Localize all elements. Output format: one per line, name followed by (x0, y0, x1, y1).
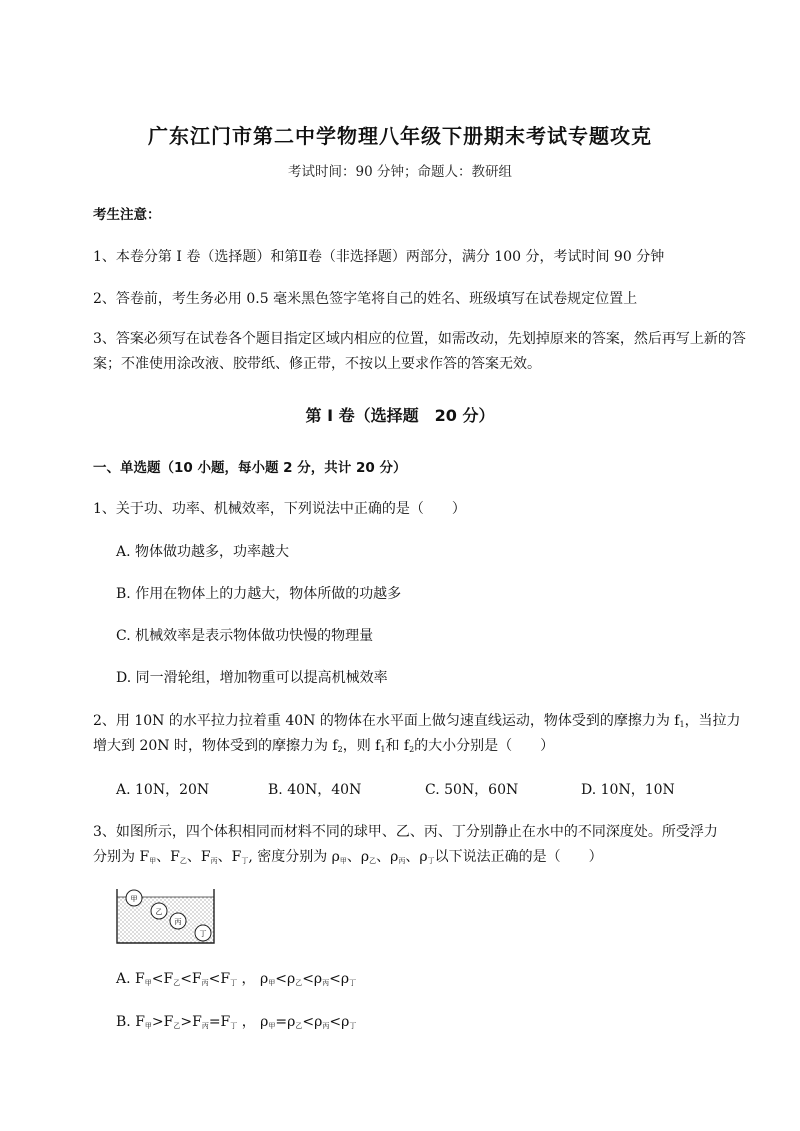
document-subtitle: 考试时间：90 分钟；命题人：教研组 (288, 164, 512, 180)
question-1-option-c: C. 机械效率是表示物体做功快慢的物理量 (116, 628, 374, 644)
question-3-stem-line-1: 3、如图所示，四个体积相同而材料不同的球甲、乙、丙、丁分别静止在水中的不同深度处。所受浮力 (93, 824, 718, 840)
question-group-heading: 一、单选题（10 小题，每小题 2 分，共计 20 分） (93, 460, 407, 476)
question-2-stem-line-1: 2、用 10N 的水平拉力拉着重 40N 的物体在水平面上做匀速直线运动，物体受到的摩擦力为 $f_1$，当拉力 (93, 713, 741, 729)
section-title: 第 I 卷（选择题 20 分） (305, 406, 495, 425)
ball-bing-label: 丙 (174, 918, 182, 926)
question-2-stem-line-2: 增大到 20N 时，物体受到的摩擦力为 $f_2$，则 $f_1$和 $f_2$的大小分别是（ ） (93, 738, 555, 754)
ball-yi (151, 903, 167, 919)
question-3-stem-line-2: 分别为 $F_甲$、$F_乙$、$F_丙$、$F_丁$, 密度分别为 $\rho_甲$、$\rho_乙$、$\rho_丙$、$\rho_丁$以下说法正确的是（ ） (93, 849, 603, 865)
question-3-option-b: B. $F_甲>F_乙>F_丙=F_丁$ ， $\rho_甲=\rho_乙<\rho_丙<\rho_丁$ (116, 1014, 357, 1030)
ball-ding-label: 丁 (199, 930, 207, 938)
question-3-option-a: A. $F_甲<F_乙<F_丙<F_丁$ ， $\rho_甲<\rho_乙<\rho_丙<\rho_丁$ (116, 971, 357, 987)
question-1-option-d: D. 同一滑轮组，增加物重可以提高机械效率 (116, 670, 388, 686)
notice-heading: 考生注意： (93, 207, 161, 223)
notice-item-3: 3、答案必须写在试卷各个题目指定区域内相应的位置，如需改动，先划掉原来的答案，然后再写上新的答案；不准使用涂改液、胶带纸、修正带，不按以上要求作答的答案无效。 (93, 331, 746, 372)
question-1-option-a: A. 物体做功越多，功率越大 (116, 544, 290, 560)
question-2-options (116, 779, 696, 799)
document-title: 广东江门市第二中学物理八年级下册期末考试专题攻克 (148, 124, 652, 148)
ball-jia-label: 甲 (130, 895, 138, 903)
water-tank-figure (116, 887, 216, 949)
ball-ding (195, 925, 211, 941)
notice-item-1: 1、本卷分第 I 卷（选择题）和第Ⅱ卷（非选择题）两部分，满分 100 分，考试时间 90 分钟 (93, 249, 665, 265)
ball-bing (170, 913, 186, 929)
question-2-option-b: B. 40N，40N (268, 782, 362, 798)
question-2-option-a: A. 10N，20N (116, 782, 210, 798)
ball-yi-label: 乙 (155, 908, 163, 916)
ball-jia (126, 890, 142, 906)
water-tank-diagram (116, 887, 216, 945)
question-2-option-d: D. 10N，10N (581, 782, 675, 798)
question-1-option-b: B. 作用在物体上的力越大，物体所做的功越多 (116, 586, 402, 602)
question-2-option-c: C. 50N，60N (425, 782, 519, 798)
notice-item-2: 2、答卷前，考生务必用 0.5 毫米黑色签字笔将自己的姓名、班级填写在试卷规定位置上 (93, 291, 638, 307)
question-1-stem: 1、关于功、功率、机械效率，下列说法中正确的是（ ） (93, 501, 466, 517)
